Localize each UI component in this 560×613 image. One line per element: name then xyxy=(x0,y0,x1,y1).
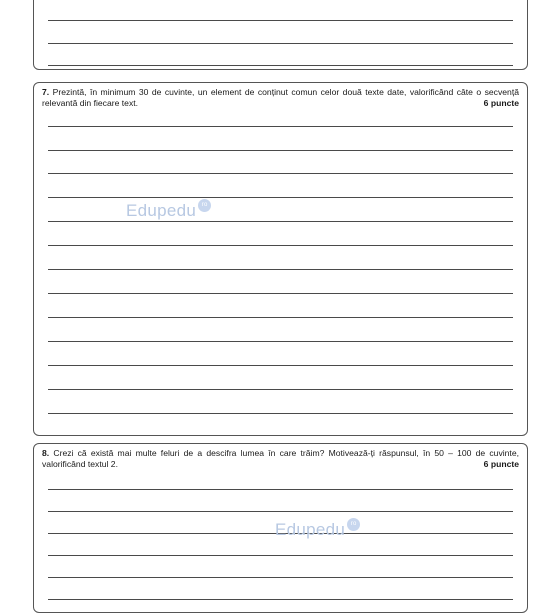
answer-line xyxy=(48,489,513,490)
previous-answer-box xyxy=(33,0,528,70)
watermark-badge-icon: ro xyxy=(347,518,360,531)
question-7-prompt: Prezintă, în minimum 30 de cuvinte, un element de conținut comun celor două texte date, valorificând câte o secvență relevantă din fiecare text. xyxy=(42,87,519,108)
edupedu-watermark xyxy=(275,520,360,540)
answer-line xyxy=(48,555,513,556)
question-7-number: 7. xyxy=(42,87,50,97)
question-8-number: 8. xyxy=(42,448,50,458)
answer-line xyxy=(48,221,513,222)
answer-line xyxy=(48,269,513,270)
answer-line xyxy=(48,577,513,578)
question-8-points: 6 puncte xyxy=(483,459,519,469)
watermark-badge-icon: ro xyxy=(198,199,211,212)
question-7-points: 6 puncte xyxy=(483,98,519,108)
edupedu-watermark xyxy=(126,201,211,221)
answer-line xyxy=(48,65,513,66)
watermark-text: Edupedu xyxy=(126,201,197,220)
answer-line xyxy=(48,413,513,414)
question-7-box xyxy=(33,82,528,436)
answer-line xyxy=(48,389,513,390)
answer-line xyxy=(48,341,513,342)
answer-line xyxy=(48,173,513,174)
answer-line xyxy=(48,43,513,44)
answer-line xyxy=(48,245,513,246)
answer-line xyxy=(48,20,513,21)
question-7-text xyxy=(42,87,519,109)
answer-line xyxy=(48,365,513,366)
answer-line xyxy=(48,511,513,512)
answer-line xyxy=(48,293,513,294)
question-8-prompt: Crezi că există mai multe feluri de a descifra lumea în care trăim? Motivează-ți răspunsul, în 50 – 100 de cuvinte, valorificând textul 2. xyxy=(42,448,519,469)
answer-line xyxy=(48,126,513,127)
watermark-text: Edupedu xyxy=(275,520,346,539)
question-8-text xyxy=(42,448,519,470)
question-8-box xyxy=(33,443,528,613)
answer-line xyxy=(48,197,513,198)
answer-line xyxy=(48,150,513,151)
answer-line xyxy=(48,317,513,318)
